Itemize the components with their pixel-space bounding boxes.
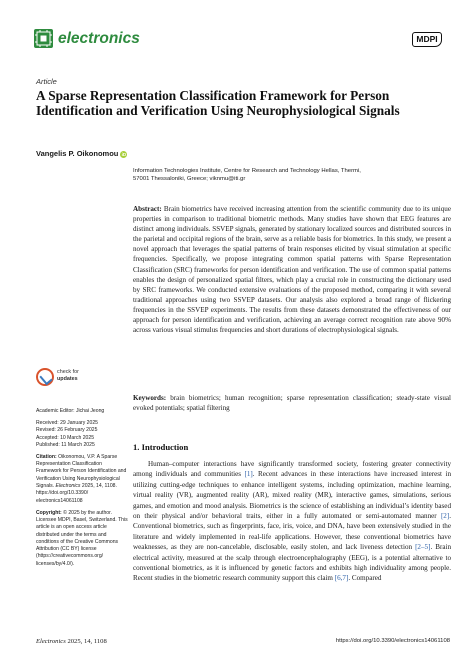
- author-name: Vangelis P. Oikonomou: [36, 149, 119, 158]
- article-info-sidebar: [36, 408, 128, 573]
- introduction-paragraph: [133, 459, 451, 584]
- updates-check-text: check for: [57, 369, 79, 375]
- updates-label: [57, 369, 91, 383]
- affiliation: [133, 167, 453, 184]
- accepted-date: Accepted: 10 March 2025: [36, 434, 95, 441]
- citation-journal: Electronics: [55, 483, 81, 490]
- journal-name[interactable]: electronics: [58, 30, 140, 47]
- paper-title: A Sparse Representation Classification Framework for Person Identification and Verification Using Neurophysiological Signals: [36, 88, 400, 119]
- abstract-label: Abstract:: [133, 205, 162, 213]
- reference-link[interactable]: [2]: [440, 512, 450, 521]
- affiliation-line: Information Technologies Institute, Centre for Research and Technology Hellas, Thermi,: [133, 168, 361, 174]
- citation-doi-link[interactable]: https://doi.org/10.3390/ electronics14061108: [36, 490, 89, 504]
- keywords-text: brain biometrics; human recognition; sparse representation classification; steady-state visual evoked potentials; spatial filtering: [133, 394, 451, 413]
- check-for-updates-button[interactable]: [36, 366, 86, 390]
- journal-logo-icon: [34, 29, 53, 48]
- abstract: [133, 204, 451, 335]
- academic-editor-label: Academic Editor:: [36, 408, 75, 414]
- text-run: . Brain electrical activity, measured at the scalp through electroencephalography (EEG), is a potential alternative to conventional biometrics, as it is influenced by genetic factors and exhibits high individuality among people. Recent studies in the biometric research community support this claim: [133, 543, 451, 583]
- updates-word-text: updates: [57, 375, 78, 382]
- introduction-text: [133, 459, 451, 584]
- reference-link[interactable]: [2–5]: [415, 543, 431, 552]
- citation: [36, 454, 128, 505]
- dates: [36, 420, 128, 449]
- article-type: Article: [36, 77, 57, 86]
- section-heading-introduction: 1. Introduction: [133, 442, 189, 452]
- author-line: [36, 149, 127, 158]
- publisher-logo[interactable]: MDPI: [412, 32, 442, 47]
- received-date: Received: 29 January 2025: [36, 419, 99, 426]
- reference-link[interactable]: [1]: [244, 470, 253, 479]
- academic-editor-name: Jichai Jeong: [75, 408, 105, 414]
- revised-date: Revised: 26 February 2025: [36, 427, 98, 434]
- copyright-text: © 2025 by the author. Licensee MDPI, Basel, Switzerland. This article is an open access article distributed under the terms and conditions of the Creative Commons Attribution (CC BY) license (https://creativecommons.org/ licenses/by/4.0/).: [36, 509, 128, 567]
- academic-editor: [36, 408, 128, 415]
- text-run: . Compared: [348, 574, 382, 583]
- affiliation-line: 57001 Thessaloniki, Greece; viknmu@iti.gr: [133, 176, 246, 183]
- copyright-label: Copyright:: [36, 509, 62, 516]
- text-run: . Conventional biometrics, such as fingerprints, face, iris, voice, and DNA, have been extensively studied in the literature and widely implemented in real-life applications. However, these conventional biometrics have weaknesses, as they are non-cancelable, disclosable, easily stolen, and lack liveness detection: [133, 512, 451, 552]
- keywords: [133, 393, 451, 413]
- reference-link[interactable]: [6,7]: [334, 574, 349, 583]
- footer-citation: [36, 638, 107, 645]
- abstract-text: Brain biometrics have received increasing attention from the scientific community due to its unique properties in comparison to traditional biometric methods. Many studies have shown that EEG features are distinct among individuals. SSVEP signals, generated by stationary localized sources and distributed sources in the parietal and occipital regions of the brain, serve as a reliable basis for biometrics. In this study, we present a novel approach that leverages the spatial patterns of brain responses elicited by visual stimulation at specific frequencies. Specifically, we propose integrating common spatial patterns with Sparse Representation Classification (SRC) frameworks for person identification and verification. The use of common spatial patterns enables the design of personalized spatial filters, which play a crucial role in constructing the dictionary used by SRC frameworks. We conducted extensive evaluations of the proposed method, comparing it with several traditional approaches using two SSVEP datasets. Our analysis also explored a broad range of flickering frequencies in the SSVEP experiments. The results from these datasets demonstrated the effectiveness of our approach for person identification and verification, achieving an average correct recognition rate above 90% across various visual stimulus frequencies and short durations of electrophysiological signals.: [133, 205, 451, 335]
- orcid-icon[interactable]: iD: [121, 151, 127, 157]
- footer-doi-link[interactable]: https://doi.org/10.3390/electronics14061108: [335, 638, 450, 644]
- check-updates-icon: [36, 368, 54, 386]
- published-date: Published: 11 March 2025: [36, 441, 95, 448]
- keywords-label: Keywords:: [133, 394, 167, 402]
- text-run: . Recent advances in these interactions have increased interest in utilizing cutting-edge techniques to enhance intelligent systems, including optimization, machine learning, virtual reality (VR), augmented reality (AR), mixed reality (MR), interactive games, simulations, serious games, and emotion and mood analysis. Biometrics is the science of establishing an individual’s identity based on their physical and/or behavioral traits, either in a fully automated or semi-automated manner: [133, 470, 451, 521]
- footer-volume: 2025, 14, 1108: [67, 638, 107, 645]
- copyright: [36, 510, 128, 568]
- citation-label: Citation:: [36, 453, 57, 460]
- footer-journal: Electronics: [36, 638, 66, 645]
- citation-text: Oikonomou, V.P. A Sparse Representation Classification Framework for Person Identification and Verification Using Neurophysiological Signals.: [36, 453, 127, 490]
- citation-year-volume: 2025, 14, 1108.: [81, 483, 117, 490]
- text-run: Human–computer interactions have significantly transformed society, fostering greater connectivity among individuals and communities: [133, 460, 451, 479]
